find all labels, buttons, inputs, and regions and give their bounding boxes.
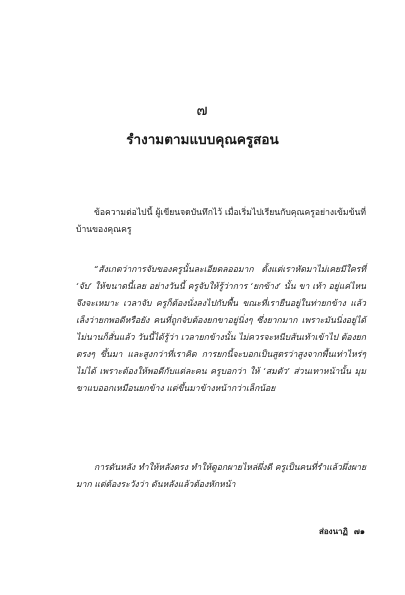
intro-paragraph [76, 205, 366, 239]
quote-1-text: “สังเกตว่าการจับของครูนั้นละเอียดลออมาก ตั้งแต่เราหัดมาไม่เคยมีใครที่ ‘จับ’ ให้ขนาดนี้เลย อย่างวันนี้ ครูจับให้รู้ว่าการ ‘ยกข้าง’ นั้น ขา เท้า อยู่แค่ไหนจึงจะเหมาะ เวลาจับ ครูก็ต้องนั่งลงไปกับพื้น ขณะที่เรายืนอยู่ในท่ายกข้าง แล้วเล็งว่ายกพอดีหรือยัง คนที่ถูกจับต้องยกขาอยู่นิ่งๆ ซึ่งยากมาก เพราะมันนิ่งอยู่ได้ไม่นานก็สั่นแล้ว วันนี้ได้รู้ว่า เวลายกข้างนั้น ไม่ควรจะหนีบส้นเท้าเข้าไป ต้องยกตรงๆ ขึ้นมา และสูงกว่าที่เราคิด การยกนี้จะบอกเป็นสูตรว่าสูงจากพื้นเท่าไหร่ๆ ไม่ได้ เพราะต้องให้พอดีกับแต่ละคน ครูบอกว่า ให้ ‘สมตัว’ ส่วนเทาหน้านั้น มุมขาแบออกเหมือนยกข้าง แต่ขึ้นมาข้างหน้ากว่าเล็กน้อย [76, 265, 366, 394]
footer-page-number: ๗๑ [353, 526, 365, 536]
intro-text: ข้อความต่อไปนี้ ผู้เขียนจดบันทึกไว้ เมื่อเริ่มไปเรียนกับคุณครูอย่างเข้มข้นที่บ้านของคุณครู [76, 208, 366, 235]
chapter-title: รำงามตามแบบคุณครูสอน [126, 132, 279, 148]
page-footer [319, 525, 365, 538]
quote-paragraph-2 [76, 460, 366, 494]
footer-book-title: ส่องนาฏิ [318, 526, 348, 536]
chapter-number: ๗ [196, 101, 209, 119]
quote-paragraph-1 [76, 262, 366, 398]
quote-2-text: การดันหลัง ทำให้หลังตรง ทำให้ดูอกผายไหล่ผึ่งดี ครูเป็นคนที่รำแล้วผึ่งผายมาก แต่ต้องระวังว่า ดันหลังแล้วต้องหักหน้า [76, 463, 366, 490]
